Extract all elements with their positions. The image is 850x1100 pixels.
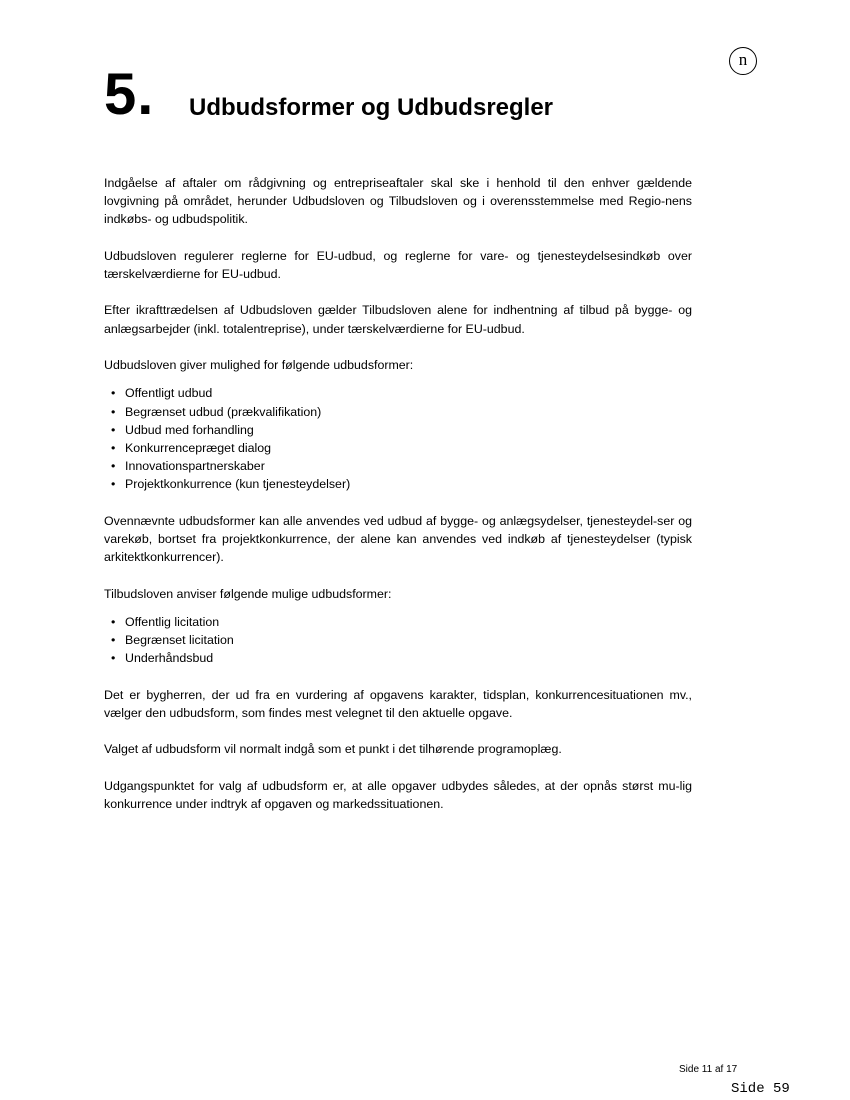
list-item: • Projektkonkurrence (kun tjenesteydelser) — [125, 475, 692, 493]
bullet-icon: • — [111, 614, 116, 629]
page-number: Side 11 af 17 — [679, 1064, 738, 1075]
tilbudsformer-list — [104, 613, 692, 668]
bullet-icon: • — [111, 440, 116, 455]
logo-icon — [729, 47, 757, 75]
paragraph: Ovennævnte udbudsformer kan alle anvendes ved udbud af bygge- og anlægsydelser, tjenesteydel-ser og varekøb, bortset fra projektkonkurrence, der alene kan anvendes ved indkøb af tjenesteydelser (typisk arkitektkonkurrencer). — [104, 513, 692, 565]
bullet-icon: • — [111, 386, 116, 401]
bullet-icon: • — [111, 459, 116, 474]
logo-letter: n — [738, 50, 748, 69]
chapter-title: Udbudsformer og Udbudsregler — [189, 94, 554, 121]
paragraph: Efter ikrafttrædelsen af Udbudsloven gælder Tilbudsloven alene for indhentning af tilbud på bygge- og anlægsarbejder (inkl. totalentreprise), under tærskelværdierne for EU-udbud. — [104, 303, 692, 336]
bullet-icon: • — [111, 422, 116, 437]
list-item: • Underhåndsbud — [125, 649, 692, 667]
bullet-icon: • — [111, 404, 116, 419]
paragraph: Det er bygherren, der ud fra en vurdering af opgavens karakter, tidsplan, konkurrencesituationen mv., vælger den udbudsform, som findes mest velegnet til den aktuelle opgave. — [104, 687, 692, 720]
list-item: • Begrænset licitation — [125, 631, 692, 649]
bullet-icon: • — [111, 651, 116, 666]
chapter-number: 5. — [104, 62, 155, 127]
bullet-icon: • — [111, 477, 116, 492]
side-number: Side 59 — [731, 1081, 790, 1097]
list-item: • Offentligt udbud — [125, 384, 692, 402]
document-body — [104, 174, 692, 831]
paragraph: Indgåelse af aftaler om rådgivning og entrepriseaftaler skal ske i henhold til den enhver gældende lovgivning på området, herunder Udbudsloven og Tilbudsloven og i overensstemmelse med Regio-nens indkøbs- og udbudspolitik. — [104, 176, 692, 227]
bullet-icon: • — [111, 633, 116, 648]
paragraph: Udgangspunktet for valg af udbudsform er, at alle opgaver udbydes således, at der opnås størst mu-lig konkurrence under indtryk af opgaven og markedssituationen. — [104, 778, 692, 811]
list-item: • Konkurrencepræget dialog — [125, 439, 692, 457]
paragraph: Tilbudsloven anviser følgende mulige udbudsformer: — [104, 586, 392, 601]
udbudsformer-list — [104, 384, 692, 493]
list-item: • Offentlig licitation — [125, 613, 692, 631]
list-item: • Begrænset udbud (prækvalifikation) — [125, 403, 692, 421]
paragraph: Valget af udbudsform vil normalt indgå som et punkt i det tilhørende programoplæg. — [104, 742, 562, 757]
paragraph: Udbudsloven giver mulighed for følgende udbudsformer: — [104, 357, 414, 372]
list-item: • Udbud med forhandling — [125, 421, 692, 439]
list-item: • Innovationspartnerskaber — [125, 457, 692, 475]
paragraph: Udbudsloven regulerer reglerne for EU-udbud, og reglerne for vare- og tjenesteydelsesindkøb over tærskelværdierne for EU-udbud. — [104, 248, 692, 281]
